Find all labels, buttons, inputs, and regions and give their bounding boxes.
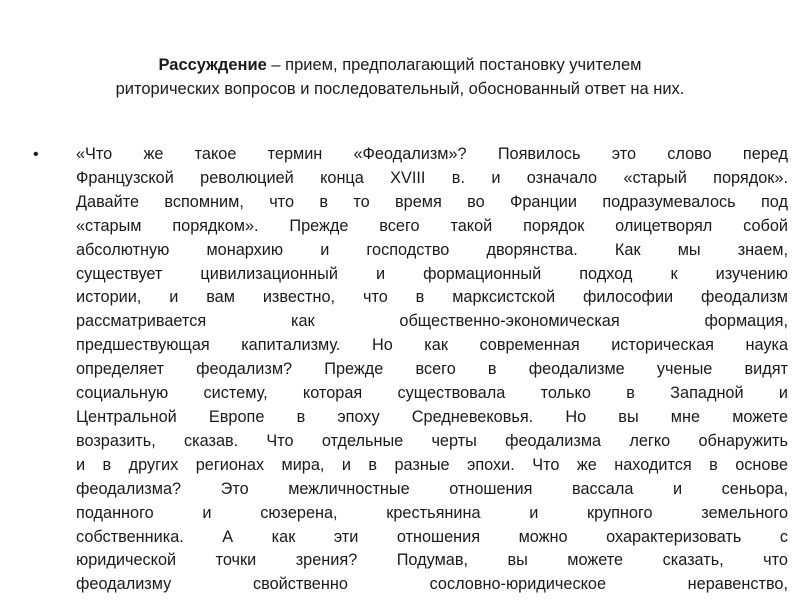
bullet-text-line: «Что же такое термин «Феодализм»? Появилось это слово перед [76,145,788,163]
bullet-text-line: возразить, сказав. Что отдельные черты феодализма легко обнаружить [76,431,788,450]
bullet-text-line: социальную систему, которая существовала только в Западной и [76,384,788,403]
bullet-text-line: определяет феодализм? Прежде всего в феодализме ученые видят [76,360,788,379]
bullet-text-line: Давайте вспомним, что в то время во Франции подразумевалось под [76,192,788,211]
bullet-text-line: и в других регионах мира, и в разные эпохи. Что же находится в основе [76,455,788,474]
bullet-text-line: собственника. А как эти отношения можно охарактеризовать с [76,527,788,546]
title-definition-line1: – прием, предполагающий постановку учителем [266,56,642,74]
bullet-text-line: феодализма? Это межличностные отношения вассала и сеньора, [76,479,788,498]
bullet-text [76,143,788,597]
bullet-marker: • [33,146,39,163]
title-term: Рассуждение [158,56,267,74]
bullet-text-line: абсолютную монархию и господство дворянства. Как мы знаем, [76,240,788,259]
bullet-text-line: предшествующая капитализму. Но как современная историческая наука [76,336,788,355]
slide-title [40,53,760,101]
bullet-text-line: истории, и вам известно, что в марксистской философии феодализм [76,288,788,307]
bullet-text-line: юридической точки зрения? Подумав, вы можете сказать, что [76,551,788,570]
bullet-text-line: поданного и сюзерена, крестьянина и крупного земельного [76,503,788,522]
bullet-text-line: «старым порядком». Прежде всего такой порядок олицетворял собой [76,216,788,235]
bullet-text-line: рассматривается как общественно-экономическая формация, [76,312,788,331]
bullet-text-line: Французской революцией конца XVIII в. и означало «старый порядок». [76,168,788,187]
bullet-text-line: феодализму свойственно сословно-юридическое неравенство, [76,575,788,594]
bullet-text-line: существует цивилизационный и формационный подход к изучению [76,264,788,283]
bullet-text-line: Центральной Европе в эпоху Средневековья. Но вы мне можете [76,407,788,426]
title-definition-line2: риторических вопросов и последовательный, обоснованный ответ на них. [115,80,685,98]
